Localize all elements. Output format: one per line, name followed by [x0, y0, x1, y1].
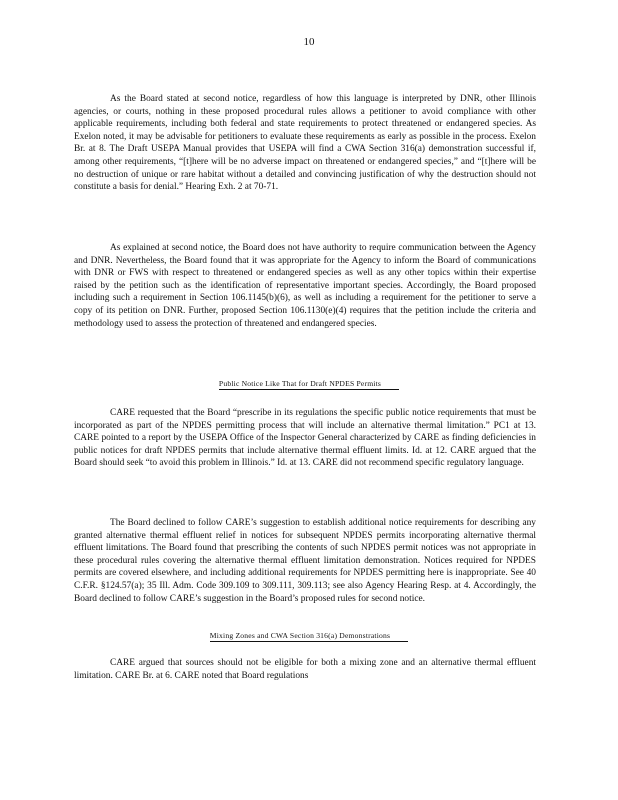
section-heading-public-notice: Public Notice Like That for Draft NPDES Permits	[0, 379, 618, 390]
section-heading-mixing-zones: Mixing Zones and CWA Section 316(a) Demonstrations	[0, 631, 618, 642]
page-number: 10	[303, 36, 315, 48]
paragraph-threatened-species-compliance: As the Board stated at second notice, regardless of how this language is interpreted by DNR, other Illinois agencies, or courts, nothing in these proposed procedural rules allows a petitioner to avoid compliance with other applicable requirements, including both federal and state requirements to protect threatened or endangered species. As Exelon noted, it may be advisable for petitioners to evaluate these requirements as early as possible in the process. Exelon Br. at 8. The Draft USEPA Manual provides that USEPA will find a CWA Section 316(a) demonstration successful if, among other requirements, “[t]here will be no adverse impact on threatened or endangered species,” and “[t]here will be no destruction of unique or rare habitat without a detailed and convincing justification of why the destruction should not constitute a basis for denial.” Hearing Exh. 2 at 70-71.	[74, 94, 536, 193]
paragraph-agency-dnr-communication: As explained at second notice, the Board does not have authority to require communication between the Agency and DNR. Nevertheless, the Board found that it was appropriate for the Agency to inform the Board of communications with DNR or FWS with respect to threatened or endangered species as well as any other topics within their expertise raised by the petition such as the identification of representative important species. Accordingly, the Board proposed including such a requirement in Section 106.1145(b)(6), as well as including a requirement for the petitioner to serve a copy of its petition on DNR. Further, proposed Section 106.1130(e)(4) requires that the petition include the criteria and methodology used to assess the protection of threatened and endangered species.	[74, 243, 536, 329]
paragraph-care-mixing-zone-argument: CARE argued that sources should not be eligible for both a mixing zone and an alternative thermal effluent limitation. CARE Br. at 6. CARE noted that Board regulations	[74, 658, 536, 681]
paragraph-board-declined-suggestion: The Board declined to follow CARE’s suggestion to establish additional notice requirements for describing any granted alternative thermal effluent relief in notices for subsequent NPDES permits incorporating alternative thermal effluent limitations. The Board found that prescribing the contents of such NPDES permit notices was not appropriate in these procedural rules covering the alternative thermal effluent limitation demonstration. Notices required for NPDES permits are covered elsewhere, and including additional requirements for NPDES permitting here is inappropriate. See 40 C.F.R. §124.57(a); 35 Ill. Adm. Code 309.109 to 309.111, 309.113; see also Agency Hearing Resp. at 4. Accordingly, the Board declined to follow CARE’s suggestion in the Board’s proposed rules for second notice.	[74, 518, 536, 604]
paragraph-care-public-notice-request: CARE requested that the Board “prescribe in its regulations the specific public notice requirements that must be incorporated as part of the NPDES permitting process that will include an alternative thermal limitation.” PC1 at 13. CARE pointed to a report by the USEPA Office of the Inspector General characterized by CARE as finding deficiencies in public notices for draft NPDES permits that include alternative thermal effluent limits. Id. at 12. CARE argued that the Board should seek “to avoid this problem in Illinois.” Id. at 13. CARE did not recommend specific regulatory language.	[74, 408, 536, 469]
